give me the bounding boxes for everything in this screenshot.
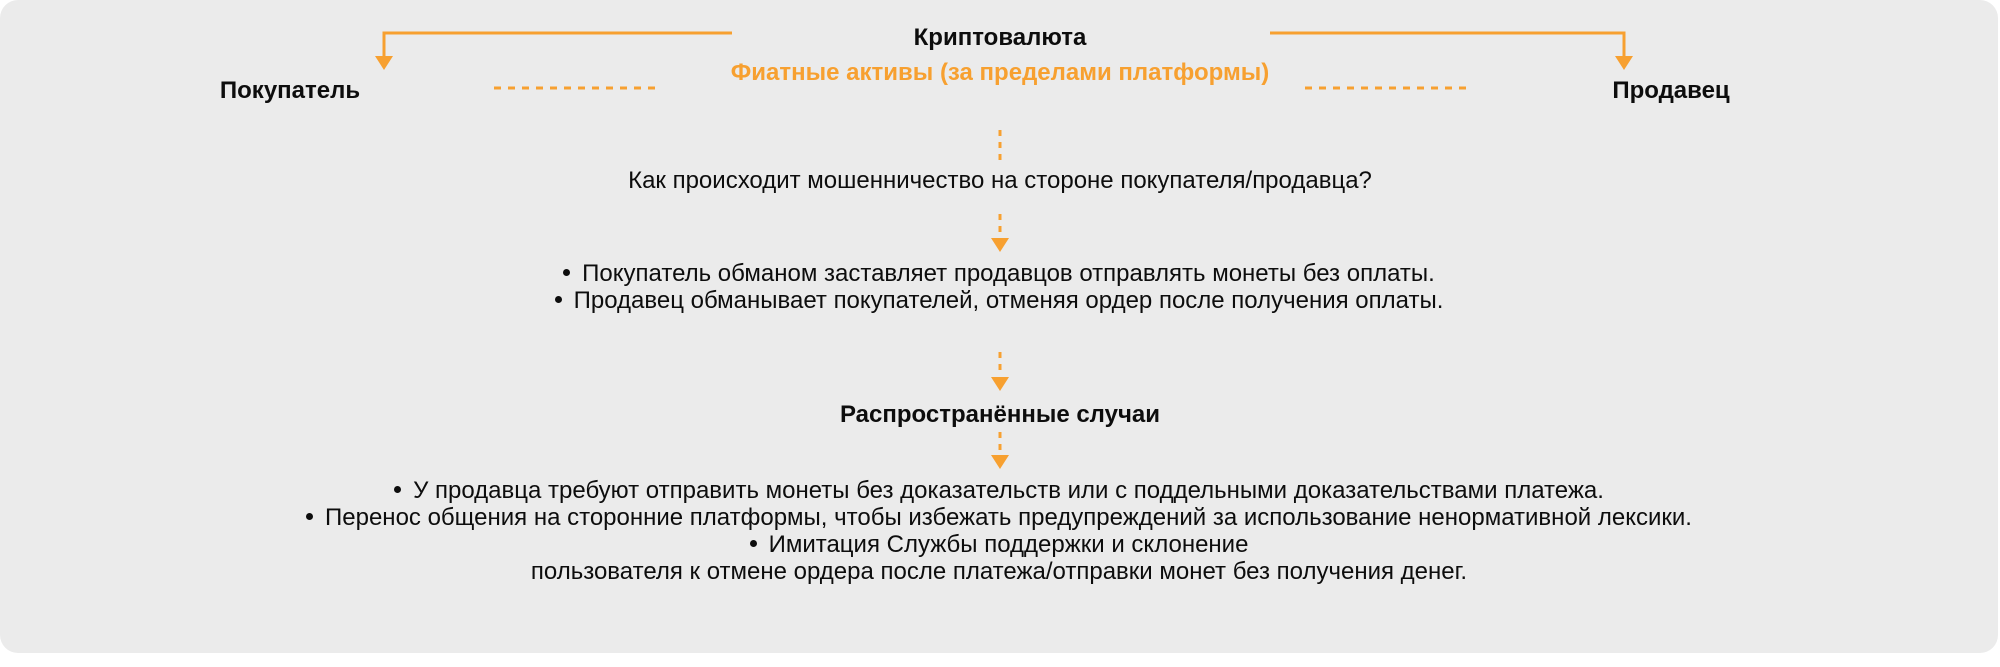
bullet-icon xyxy=(563,269,570,276)
list-item: У продавца требуют отправить монеты без доказательств или с поддельными доказательствами платежа. xyxy=(0,477,1998,504)
crypto-label: Криптовалюта xyxy=(913,24,1087,51)
list-item: Перенос общения на сторонние платформы, чтобы избежать предупреждений за использование ненормативной лексики. xyxy=(0,504,1998,531)
bullet-icon xyxy=(555,296,562,303)
fiat-assets-label: Фиатные активы (за пределами платформы) xyxy=(730,59,1270,86)
buyer-label: Покупатель xyxy=(219,77,361,104)
list-item-continuation: пользователя к отмене ордера после платежа/отправки монет без получения денег. xyxy=(530,558,1468,585)
seller-label: Продавец xyxy=(1612,77,1730,104)
types-to-cases-arrowhead xyxy=(991,377,1009,391)
crypto-to-buyer-arrowhead xyxy=(375,56,393,70)
crypto-to-seller-arrow-line xyxy=(1270,33,1624,58)
list-item: Продавец обманывает покупателей, отменяя ордер после получения оплаты. xyxy=(0,287,1998,314)
common-cases-list xyxy=(0,477,1998,585)
fraud-question: Как происходит мошенничество на стороне покупателя/продавца? xyxy=(628,167,1372,194)
cases-title-to-list-arrowhead xyxy=(991,455,1009,469)
bullet-icon xyxy=(306,513,313,520)
bullet-icon xyxy=(750,540,757,547)
bullet-icon xyxy=(394,486,401,493)
crypto-to-seller-arrowhead xyxy=(1615,56,1633,70)
fraud-types-list xyxy=(0,260,1998,314)
list-item: Имитация Службы поддержки и склонение xyxy=(0,531,1998,558)
list-item: Покупатель обманом заставляет продавцов отправлять монеты без оплаты. xyxy=(0,260,1998,287)
crypto-to-buyer-arrow-line xyxy=(384,33,732,58)
question-to-types-arrowhead xyxy=(991,238,1009,252)
common-cases-title: Распространённые случаи xyxy=(839,401,1161,428)
